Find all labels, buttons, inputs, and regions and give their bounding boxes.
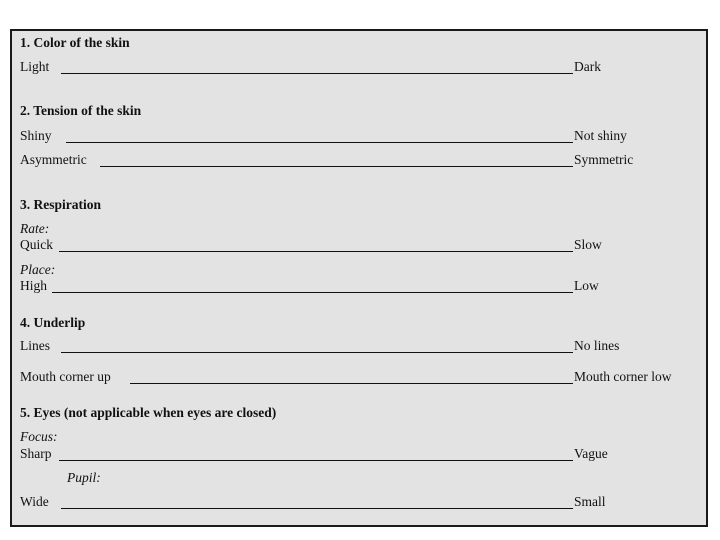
section-3-heading: 3. Respiration xyxy=(20,197,101,212)
scale-lines-right-label: No lines xyxy=(574,338,620,353)
scale-color-left-label: Light xyxy=(20,59,50,74)
section-2-heading: 2. Tension of the skin xyxy=(20,103,142,118)
scale-mouth-line[interactable] xyxy=(130,383,573,384)
scale-rate-line[interactable] xyxy=(59,251,573,252)
scale-shiny-left-label: Shiny xyxy=(20,128,52,143)
scale-lines-line[interactable] xyxy=(61,352,573,353)
scale-place-line[interactable] xyxy=(52,292,573,293)
scale-place-left-label: High xyxy=(20,278,47,293)
scale-focus-line[interactable] xyxy=(59,460,573,461)
scale-lines-left-label: Lines xyxy=(20,338,50,353)
scale-shiny-right-label: Not shiny xyxy=(574,128,627,143)
section-4-heading: 4. Underlip xyxy=(20,315,86,330)
scale-pupil-sublabel: Pupil: xyxy=(67,470,101,485)
scale-color-line[interactable] xyxy=(61,73,573,74)
scale-symmetry-left-label: Asymmetric xyxy=(20,152,87,167)
section-5-heading: 5. Eyes (not applicable when eyes are closed) xyxy=(20,405,277,420)
scale-rate-left-label: Quick xyxy=(20,237,53,252)
scale-focus-left-label: Sharp xyxy=(20,446,52,461)
scale-pupil-line[interactable] xyxy=(61,508,573,509)
scale-pupil-right-label: Small xyxy=(574,494,606,509)
scale-pupil-left-label: Wide xyxy=(20,494,49,509)
scale-mouth-right-label: Mouth corner low xyxy=(574,369,672,384)
scale-place-right-label: Low xyxy=(574,278,599,293)
scale-mouth-left-label: Mouth corner up xyxy=(20,369,111,384)
scale-place-sublabel: Place: xyxy=(20,262,56,277)
section-1-heading: 1. Color of the skin xyxy=(20,35,130,50)
scale-symmetry-right-label: Symmetric xyxy=(574,152,634,167)
rating-form xyxy=(10,29,708,527)
scale-rate-sublabel: Rate: xyxy=(20,221,50,236)
scale-color-right-label: Dark xyxy=(574,59,601,74)
scale-focus-right-label: Vague xyxy=(574,446,608,461)
scale-focus-sublabel: Focus: xyxy=(20,429,58,444)
scale-rate-right-label: Slow xyxy=(574,237,602,252)
scale-shiny-line[interactable] xyxy=(66,142,573,143)
scale-symmetry-line[interactable] xyxy=(100,166,573,167)
